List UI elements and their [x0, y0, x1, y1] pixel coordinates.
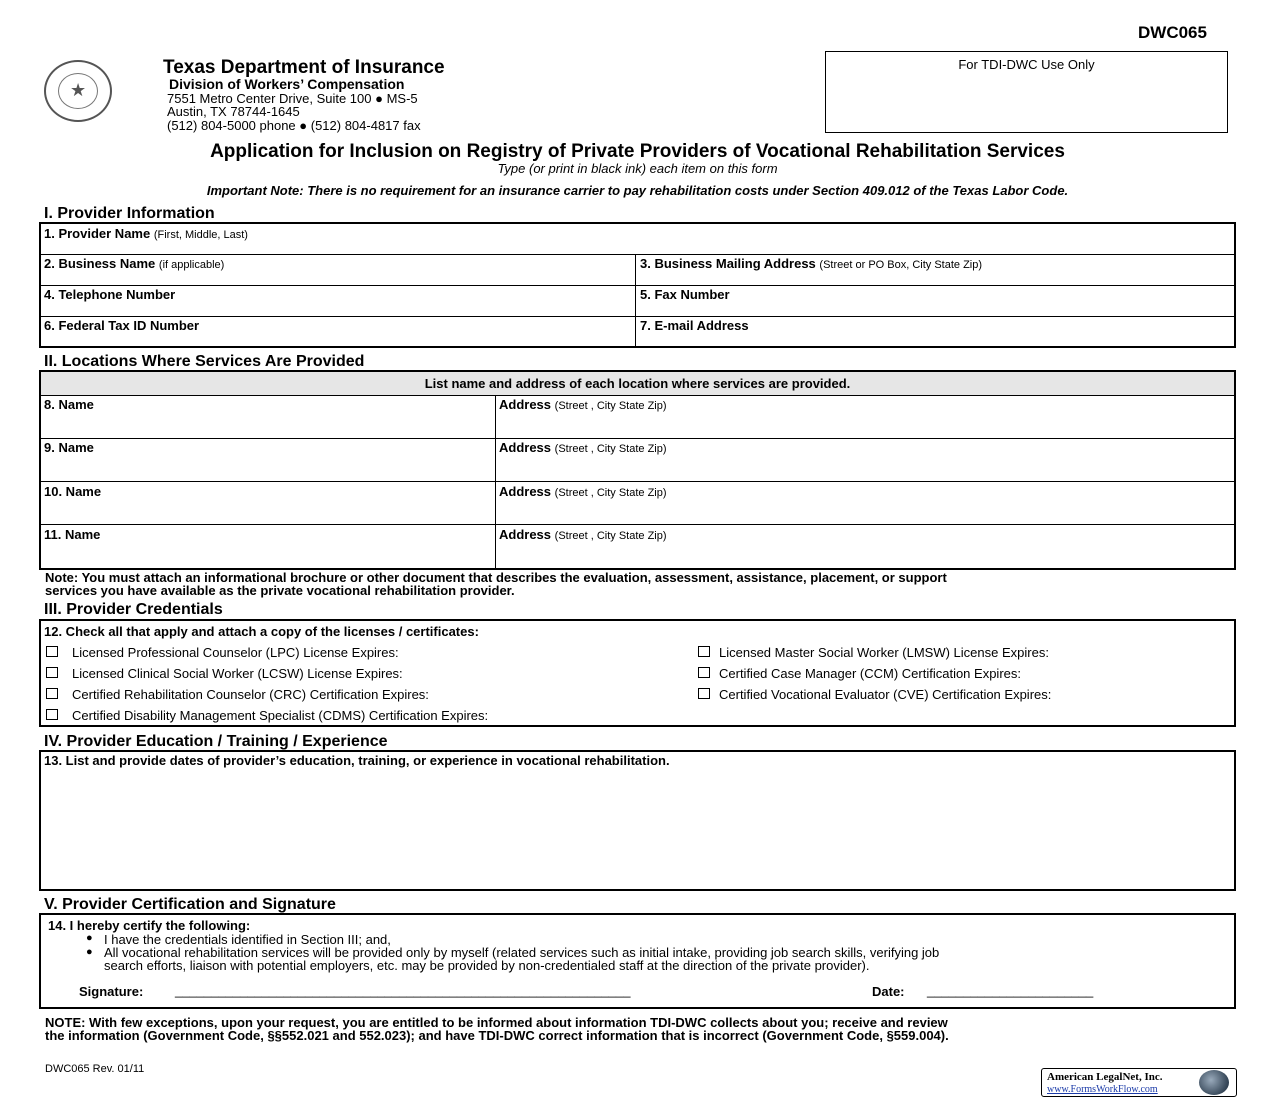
checkbox-ccm[interactable]	[698, 667, 710, 678]
checkbox-cdms[interactable]	[46, 709, 58, 720]
section3-heading: III. Provider Credentials	[44, 601, 223, 618]
seal-star-icon: ★	[70, 80, 87, 100]
section1-heading: I. Provider Information	[44, 205, 215, 222]
label-lpc: Licensed Professional Counselor (LPC) License Expires:	[72, 645, 399, 660]
certify-bullet2a: All vocational rehabilitation services will be provided only by myself (related services such as initial intake, providing job search skills, verifying job	[104, 945, 940, 960]
bullet-1-icon: ●	[86, 932, 93, 944]
field-provider-name[interactable]: 1. Provider Name (First, Middle, Last)	[44, 226, 248, 241]
checkbox-lpc[interactable]	[46, 646, 58, 657]
date-line[interactable]: _______________________	[927, 983, 1094, 998]
form-code: DWC065	[1138, 23, 1207, 42]
signature-label: Signature:	[79, 984, 144, 999]
agency-address1: 7551 Metro Center Drive, Suite 100 ● MS-5	[167, 91, 418, 106]
field-telephone[interactable]: 4. Telephone Number	[44, 287, 176, 302]
location-11-name[interactable]: 11. Name	[44, 527, 101, 542]
office-use-label: For TDI-DWC Use Only	[958, 57, 1095, 72]
label-lmsw: Licensed Master Social Worker (LMSW) License Expires:	[719, 645, 1049, 660]
location-10-address[interactable]: Address (Street , City State Zip)	[499, 484, 667, 499]
section2-note-line1: Note: You must attach an informational brochure or other document that describes the evaluation, assessment, assistance, placement, or support	[45, 570, 947, 585]
certify-bullet1: I have the credentials identified in Section III; and,	[104, 932, 391, 947]
form-subtitle: Type (or print in black ink) each item on this form	[497, 161, 778, 176]
label-crc: Certified Rehabilitation Counselor (CRC) Certification Expires:	[72, 687, 429, 702]
location-8-address[interactable]: Address (Street , City State Zip)	[499, 397, 667, 412]
bullet-2-icon: ●	[86, 946, 93, 958]
checkbox-crc[interactable]	[46, 688, 58, 699]
field-mailing-address[interactable]: 3. Business Mailing Address (Street or PO Box, City State Zip)	[640, 256, 983, 271]
section2-heading: II. Locations Where Services Are Provided	[44, 353, 365, 370]
field-business-name[interactable]: 2. Business Name (if applicable)	[44, 256, 225, 271]
field-fax[interactable]: 5. Fax Number	[640, 287, 730, 302]
location-10-name[interactable]: 10. Name	[44, 484, 102, 499]
agency-name: Texas Department of Insurance	[163, 57, 445, 78]
legalnet-url[interactable]: www.FormsWorkFlow.com	[1047, 1084, 1158, 1095]
label-cve: Certified Vocational Evaluator (CVE) Certification Expires:	[719, 687, 1052, 702]
legalnet-logo-icon	[1199, 1070, 1229, 1095]
section2-note-line2: services you have available as the private vocational rehabilitation provider.	[45, 583, 515, 598]
certify-label: 14. I hereby certify the following:	[48, 918, 251, 933]
agency-phones: (512) 804-5000 phone ● (512) 804-4817 fax	[167, 118, 421, 133]
form-title: Application for Inclusion on Registry of Private Providers of Vocational Rehabilitation Services	[210, 141, 1065, 162]
credentials-instruction: 12. Check all that apply and attach a copy of the licenses / certificates:	[44, 624, 479, 639]
privacy-note-line1: NOTE: With few exceptions, upon your request, you are entitled to be informed about information TDI-DWC collects about you; receive and review	[45, 1015, 948, 1030]
date-label: Date:	[872, 984, 905, 999]
label-lcsw: Licensed Clinical Social Worker (LCSW) License Expires:	[72, 666, 403, 681]
checkbox-lmsw[interactable]	[698, 646, 710, 657]
section4-heading: IV. Provider Education / Training / Experience	[44, 733, 388, 750]
location-9-address[interactable]: Address (Street , City State Zip)	[499, 440, 667, 455]
education-label: 13. List and provide dates of provider’s education, training, or experience in vocational rehabilitation.	[44, 753, 670, 768]
agency-division: Division of Workers’ Compensation	[169, 76, 405, 92]
certify-bullet2b: search efforts, liaison with potential employers, etc. may be provided by non-credentialed staff at the direction of the private provider).	[104, 958, 870, 973]
field-email[interactable]: 7. E-mail Address	[640, 318, 749, 333]
section5-heading: V. Provider Certification and Signature	[44, 896, 336, 913]
legalnet-company: American LegalNet, Inc.	[1047, 1071, 1163, 1083]
field-tax-id[interactable]: 6. Federal Tax ID Number	[44, 318, 200, 333]
privacy-note-line2: the information (Government Code, §§552.021 and 552.023); and have TDI-DWC correct information that is incorrect (Government Code, §559.004).	[45, 1028, 949, 1043]
location-11-address[interactable]: Address (Street , City State Zip)	[499, 527, 667, 542]
agency-address2: Austin, TX 78744-1645	[167, 104, 300, 119]
label-ccm: Certified Case Manager (CCM) Certification Expires:	[719, 666, 1021, 681]
education-box[interactable]	[39, 750, 1236, 891]
important-note: Important Note: There is no requirement for an insurance carrier to pay rehabilitation costs under Section 409.012 of the Texas Labor Code.	[206, 183, 1069, 198]
signature-line[interactable]: _______________________________________________________________	[175, 983, 631, 998]
checkbox-cve[interactable]	[698, 688, 710, 699]
revision-label: DWC065 Rev. 01/11	[45, 1063, 145, 1075]
checkbox-lcsw[interactable]	[46, 667, 58, 678]
location-8-name[interactable]: 8. Name	[44, 397, 94, 412]
section2-table-header-text: List name and address of each location where services are provided.	[424, 376, 851, 391]
location-9-name[interactable]: 9. Name	[44, 440, 94, 455]
label-cdms: Certified Disability Management Specialist (CDMS) Certification Expires:	[72, 708, 489, 723]
